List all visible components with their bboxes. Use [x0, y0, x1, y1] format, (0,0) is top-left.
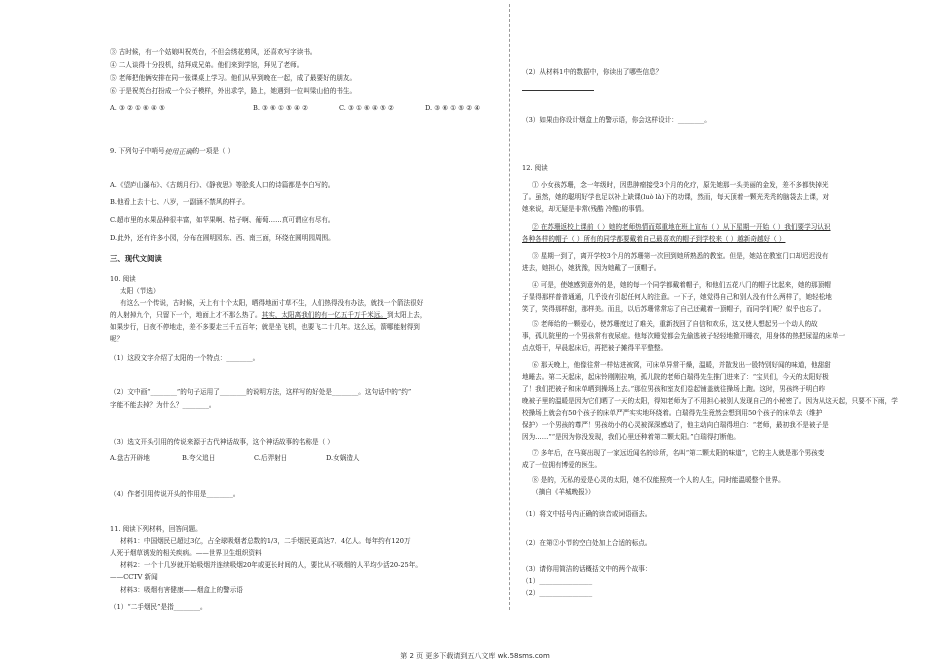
column-divider	[509, 4, 510, 610]
q12-sub3: （3）请你用简洁的话概括文中的两个故事：	[522, 565, 652, 573]
q11-sub1: （1）“二手烟民”是指________。	[110, 603, 207, 611]
q12-para6: 因为……”“是因为你没发现，我们心里还种着第二颗太阳。”白瑞得打断他。	[522, 433, 740, 441]
q12-para2: 各种各样的帽子（ ）所有的同学都要戴着自己最喜欢的帽子到学校来（ ）越新奇越好（ ）	[522, 235, 786, 243]
q10-sub2: （2）文中画“________”的句子运用了________的说明方法，这样写的好处是________。这句话中的“约”	[110, 388, 412, 396]
q9-option-d[interactable]: D.此外，还有许多小园，分布在圆明园东、西、南三面，环绕在圆明园周围。	[110, 234, 335, 242]
handwritten-annotation: 使用正确	[164, 148, 193, 156]
q12-para4: 笑了，笑得那样甜，那样美。而且，以后苏珊常常忘了自己还戴着一顶帽子，而同学们呢？似乎也忘了。	[522, 305, 826, 313]
q10-sub4: （4）作者引用传说开头的作用是________。	[110, 490, 240, 498]
underlined-sentence: 其实，太阳离我们的有一亿五千万千米远。	[261, 311, 387, 319]
q12-para1: ① 小女孩苏珊，念一年级时，因患肿瘤接受3个月的化疗，原先她那一头美丽的金发，差不多都快掉光	[532, 181, 829, 189]
q10-option-c[interactable]: C.后羿射日	[254, 454, 288, 462]
q10-option-b[interactable]: B.夸父追日	[182, 454, 216, 462]
q12-para6: ⑥ 那天晚上，他像往常一样钻进被窝，可床单异常干燥，温暖，并散发出一股特别好闻的味道，他甜甜	[532, 361, 831, 369]
q8-option-b[interactable]: B. ③ ⑥ ① ⑤ ④ ②	[253, 104, 308, 112]
q8-item-6: ⑥ 于是祝英台打扮成一个公子模样，外出求学，路上，她遇到一位叫梁山伯的书生。	[110, 87, 357, 95]
q12-source: （摘自《羊城晚报》）	[532, 488, 595, 496]
q10-passage-line: 如果步行，日夜不停地走，差不多要走三千五百年；就是坐飞机，也要飞二十几年。这么远，箭哪能射得到	[110, 323, 420, 331]
q11-sub3: （3）如果由你设计烟盒上的警示语，你会这样设计：________。	[522, 116, 711, 124]
q12-sub1: （1）将文中括号内正确的读音或词语画去。	[522, 510, 652, 518]
q12-para4: 子显得那样普普通通，几乎没有引起任何人的注意。一下子，她觉得自己和别人没有什么两样了，她轻松地	[522, 293, 832, 301]
q12-para5: 事，孤儿院里的一个男孩常有夜尿症。他每次睡觉都会先偷逃被子轻轻地掀开睡衣，用身体的热把尿湿的床单一	[522, 332, 846, 340]
q11-material1-cont: 人死于烟草诱发的相关疾病。——世界卫生组织资料	[110, 549, 262, 557]
q12-para7: ⑦ 多年后，在马赛出现了一家远近闻名的诊所，名叫“第二颗太阳的味道”，它的主人就是那个男孩变	[532, 449, 825, 457]
q12-para6: 校操场上就会有50个孩子的床单严严实实地环绕着。白瑞得先生竟然会想到用50个孩子的床单去（维护	[522, 409, 823, 417]
q12-para3: 进去，她担心，她犹豫，因为她戴了一顶帽子。	[522, 264, 661, 272]
q12-para5: ⑤ 老师给的一颗爱心，使苏珊度过了难关，重新找回了自信和欢乐，这又使人想起另一个动人的故	[532, 320, 818, 328]
q8-option-c[interactable]: C. ③ ① ⑥ ④ ⑤ ②	[339, 104, 394, 112]
q10-sub2-cont: 字能不能去掉？为什么？________。	[110, 401, 216, 409]
q9-option-c[interactable]: C.超市里的水果品种很丰富，如苹果啊、桔子啊、葡萄……真可谓应有尽有。	[110, 216, 335, 224]
section-heading: 三、现代文阅读	[110, 254, 162, 263]
q12-para1: 了。虽然，她的聪明好学也足以补上缺课(luò là)下的功课，然而，每天顶着一颗光秃秃的脑袋去上课，对	[522, 193, 830, 201]
q11-material2-cont: ——CCTV 新闻	[110, 573, 158, 581]
q10-option-d[interactable]: D.女娲造人	[326, 454, 360, 462]
q10-option-a[interactable]: A.盘古开辟地	[110, 454, 150, 462]
q12-sub2: （2）在第②小节的空白处加上合适的标点。	[522, 539, 652, 547]
q8-option-d[interactable]: D. ③ ⑥ ① ⑤ ② ④	[425, 104, 481, 112]
q8-item-3: ③ 古时候，有一个姑娘叫祝英台，不但会绣花剪风，还喜欢写字读书。	[110, 48, 317, 56]
q10-title: 太阳（节选）	[120, 287, 160, 295]
q11-number: 11. 阅读下列材料，回答问题。	[110, 525, 202, 533]
q9-option-a[interactable]: A.《望庐山瀑布》、《古朗月行》、《静夜思》等脍炙人口的诗篇都是李白写的。	[110, 181, 335, 189]
q10-number: 10. 阅读	[110, 275, 136, 283]
q12-para6: 保护）一个男孩的尊严！男孩幼小的心灵被深深感动了，他主动向白瑞得坦白：“老师，最初我不是被子是	[522, 421, 829, 429]
q10-passage-line: 呢？	[110, 335, 124, 343]
q12-number: 12. 阅读	[522, 164, 548, 172]
q12-sub3-answer2[interactable]: （2）________________	[522, 589, 593, 597]
q12-para6: 地睡去。第二天起床，起床铃刚刚拉响，孤儿院的老师白瑞得先生推门进来了：“宝贝们，今天的太阳好极	[522, 373, 829, 381]
q12-para2: ② 在苏珊返校上课前（ ）她的老师热情而郑重地在班上宣布（ ）从下星期一开始（ ）我们要学习认识	[532, 223, 831, 231]
answer-line[interactable]	[522, 84, 594, 94]
q10-passage-line: 有这么一个传说，古时候，天上有十个太阳，晒得地面寸草不生，人们热得没有办法，就找一个箭法很好	[120, 299, 424, 307]
q10-sub3-options	[110, 454, 360, 463]
q10-passage-line: 的人射掉九个，只留下一个，地面上才不那么热了。其实，太阳离我们的有一亿五千万千米远。到太阳上去，	[110, 311, 427, 319]
q12-para5: 点点焐干，早晨起床后，再把被子摊得平平整整。	[522, 344, 668, 352]
q12-para7: 成了一位拥有博爱的医生。	[522, 461, 602, 469]
q12-sub3-answer1[interactable]: （1）________________	[522, 577, 593, 585]
q9-option-b[interactable]: B.他看上去十七、八岁，一副涵不禁风的样子。	[110, 198, 249, 206]
q8-option-a[interactable]: A. ③ ② ① ⑥ ④ ⑤	[110, 104, 165, 112]
q11-material3: 材料3：吸烟有害健康——烟盒上的警示语	[120, 586, 243, 594]
q12-para6: 晚被子里的温暖是因为它们晒了一天的太阳，得知老师为了不用担心被别人发现自己的小秘密了。因为从这天起，只要不下雨，学	[522, 397, 898, 405]
page-footer: 第 2 页 更多下载请到五八文库 wk.58sms.com	[400, 652, 550, 660]
q11-material2: 材料2：一个十几岁就开始吸烟并连续吸烟20年或更长时间的人，要比从不吸烟的人平均少活20-25年。	[120, 561, 422, 569]
q10-sub1: （1）这段文字介绍了太阳的一个特点：________。	[110, 354, 260, 362]
q12-para8: ⑧ 是的，无私的爱是心灵的太阳，她不仅能照亮一个人的人生，同时能温暖整个世界。	[532, 476, 785, 484]
q11-material1: 材料1：中国烟民已超过3亿，占全球吸烟者总数的1/3，二手烟民更高达7．4亿人。每年约有120万	[120, 537, 411, 545]
q8-options	[110, 104, 480, 113]
q10-sub3: （3）选文开头引用的传说来源于古代神话故事，这个神话故事的名称是（ ）	[110, 438, 334, 446]
q8-item-5: ⑤ 老师把他俩安排在同一张课桌上学习。他们从早到晚在一起，成了最要好的朋友。	[110, 74, 357, 82]
q8-item-4: ④ 二人谈得十分投机，结拜成兄弟。他们来到学馆，拜见了老师。	[110, 61, 304, 69]
q12-para3: ③ 星期一到了，离开学校3个月的苏珊第一次回到她所熟悉的教室。但是，她站在教室门口却迟迟没有	[532, 252, 829, 260]
q9-stem: 9. 下列句子中哨号使用正确的一项是（ ）	[110, 147, 235, 156]
q12-para1: 她来说，却无疑是非常(残酷 冷酷)的事情。	[522, 205, 648, 213]
q12-para4: ④ 可是，使她感到意外的是，她的每一个同学都戴着帽子，和他们五花八门的帽子比起来，她的那顶帽	[532, 281, 831, 289]
q11-sub2: （2）从材料1中的数据中，你读出了哪些信息？	[522, 68, 663, 76]
q12-para6: 了！我们把被子和床单晒到操场上去。”那位男孩和室友们卷起铺盖就往操场上跑。这时，男孩终于明白昨	[522, 385, 826, 393]
